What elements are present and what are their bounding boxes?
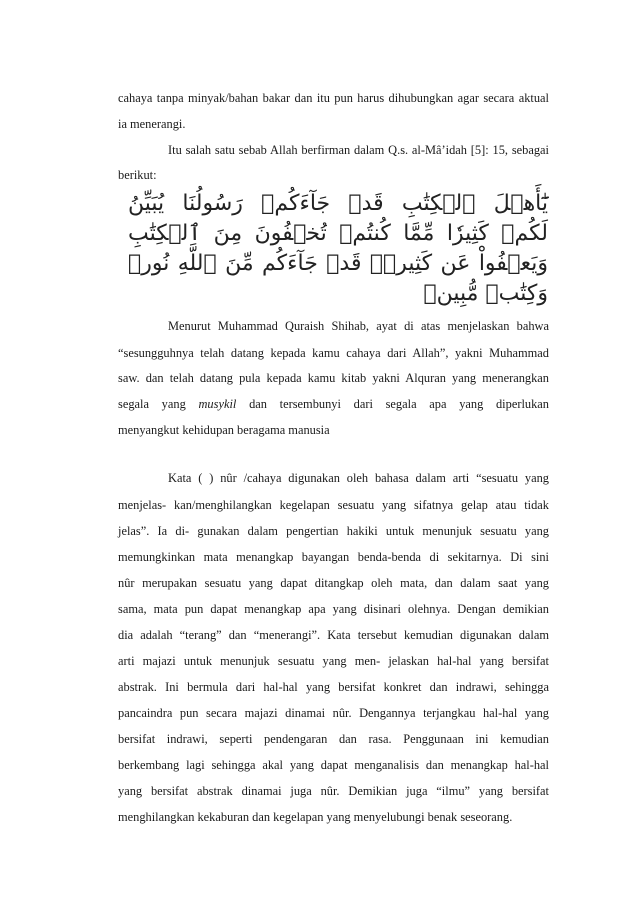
verse-line: يَٰٓأَهۡلَ ٱلۡكِتَٰبِ قَدۡ جَآءَكُمۡ رَسُولُنَا يُبَيِّنُ <box>128 191 548 216</box>
text-line-with-italic <box>118 396 549 412</box>
quran-verse-image <box>128 190 548 308</box>
text-line: Menurut Muhammad Quraish Shihab, ayat di atas menjelaskan bahwa <box>168 319 549 333</box>
text-line: Itu salah satu sebab Allah berfirman dalam Q.s. al-Mâ’idah [5]: 15, sebagai <box>168 143 549 157</box>
text-line: berkembang lagi sehingga akal yang dapat menganalisis dan menangkap hal-hal <box>118 758 549 772</box>
text-line: memungkinkan mata menangkap bayangan benda-benda di sekitarnya. Di sini <box>118 550 549 564</box>
text-line: abstrak. Ini bermula dari hal-hal yang bersifat konkret dan indrawi, sehingga <box>118 680 549 694</box>
italic-term: musykil <box>198 397 237 411</box>
text-line: sama, mata pun dapat menangkap apa yang disinari olehnya. Dengan demikian <box>118 602 549 616</box>
text-line: Kata ( ) nûr /cahaya digunakan oleh bahasa dalam arti “sesuatu yang <box>168 471 549 485</box>
text-line: dia adalah “terang” dan “menerangi”. Kata tersebut kemudian digunakan dalam <box>118 628 549 642</box>
text-line: nûr merupakan sesuatu yang dapat ditangkap oleh mata, dan dalam saat yang <box>118 576 549 590</box>
text-line: menghilangkan kekaburan dan kegelapan yang menyelubungi benak seseorang. <box>118 810 513 824</box>
text-line: arti majazi untuk menunjuk sesuatu yang men- jelaskan hal-hal yang bersifat <box>118 654 549 668</box>
text-segment: dan tersembunyi dari segala apa yang diperlukan <box>249 397 549 411</box>
text-line: berikut: <box>118 168 157 182</box>
text-line: bersifat indrawi, seperti pendengaran dan rasa. Penggunaan ini kemudian <box>118 732 549 746</box>
text-line: menjelas- kan/menghilangkan kegelapan sesuatu yang sifatnya gelap atau tidak <box>118 498 549 512</box>
text-line: jelas”. Ia di- gunakan dalam pengertian hakiki untuk menunjuk sesuatu yang <box>118 524 549 538</box>
verse-line: وَيَعۡفُواْ عَن كَثِيرٖۚ قَدۡ جَآءَكُم مِّنَ ٱللَّهِ نُورٞ <box>128 251 548 276</box>
text-segment: segala yang <box>118 397 186 411</box>
text-line: “sesungguhnya telah datang kepada kamu cahaya dari Allah”, yakni Muhammad <box>118 346 549 360</box>
verse-line: لَكُمۡ كَثِيرٗا مِّمَّا كُنتُمۡ تُخۡفُونَ مِنَ ٱلۡكِتَٰبِ <box>128 221 548 246</box>
text-line: menyangkut kehidupan beragama manusia <box>118 423 330 437</box>
text-line: pancaindra pun secara majazi dinamai nûr. Dengannya terjangkau hal-hal yang <box>118 706 549 720</box>
verse-line: وَكِتَٰبٞ مُّبِينٞ <box>423 281 548 306</box>
text-line: ia menerangi. <box>118 117 186 131</box>
text-line: saw. dan telah datang pula kepada kamu kitab yakni Alquran yang menerangkan <box>118 371 549 385</box>
text-line: cahaya tanpa minyak/bahan bakar dan itu pun harus dihubungkan agar secara aktual <box>118 91 549 105</box>
text-line: yang bersifat abstrak dinamai juga nûr. Demikian juga “ilmu” yang bersifat <box>118 784 549 798</box>
